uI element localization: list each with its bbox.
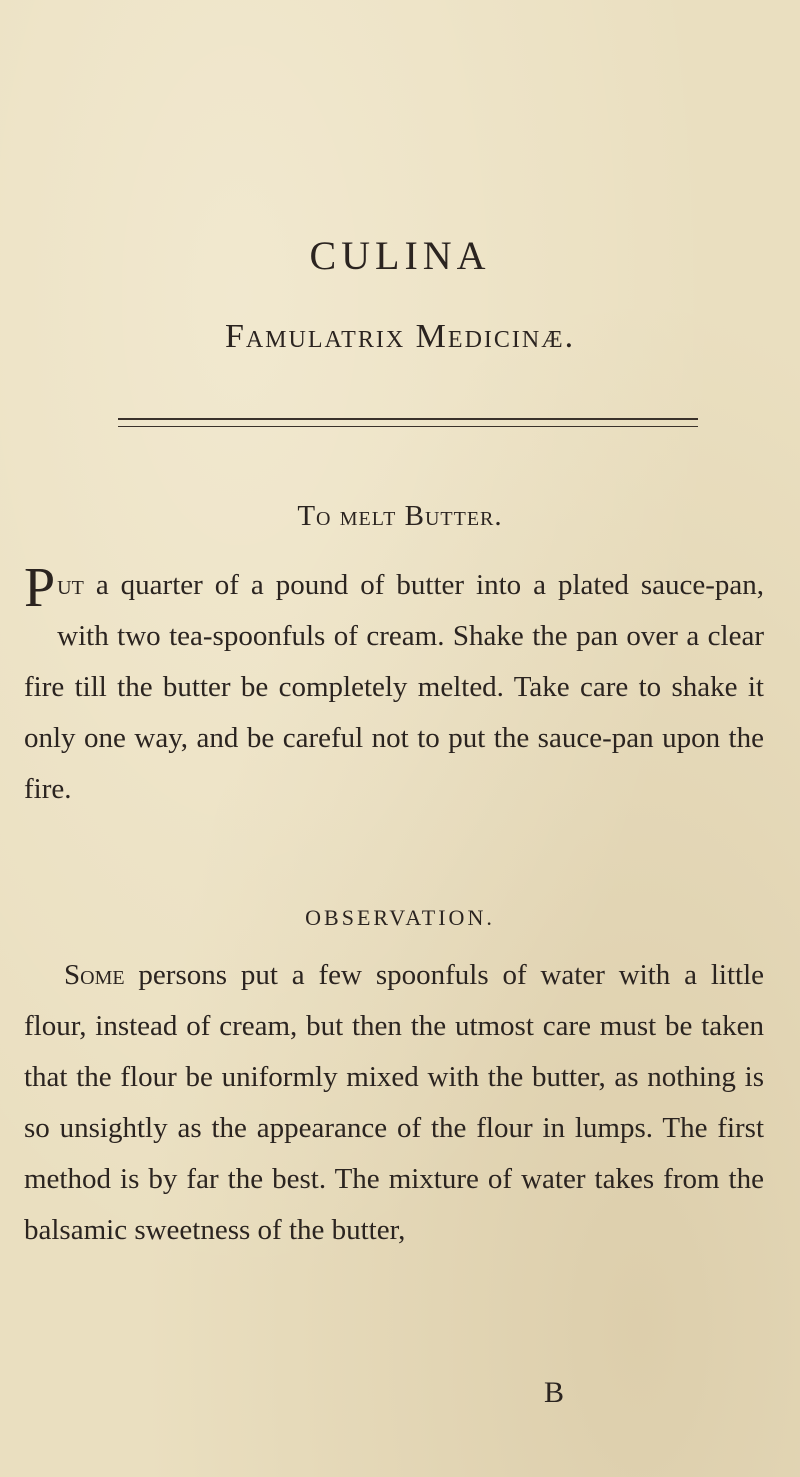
recipe-paragraph	[24, 557, 764, 815]
page-title: CULINA	[309, 233, 491, 278]
double-rule-divider	[118, 418, 698, 427]
observation-lead: Some	[64, 959, 125, 991]
drop-cap: P	[24, 557, 56, 619]
signature-mark: B	[544, 1376, 565, 1409]
page-subtitle: Famulatrix Medicinæ.	[224, 318, 576, 355]
recipe-body: a quarter of a pound of butter into a plated sauce-pan, with two tea-spoonfuls of cream. Shake the pan over a clear fire till the butter be completely melted. Take care to shake it only one way, and be careful not to put the sauce-pan upon the fire.	[24, 569, 764, 805]
observation-body: persons put a few spoonfuls of water with a little flour, instead of cream, but then the utmost care must be taken that the flour be uniformly mixed with the butter, as nothing is so unsightly as the appearance of the flour in lumps. The first method is by far the best. The mixture of water takes from the balsamic sweetness of the butter,	[24, 959, 764, 1246]
observation-heading: OBSERVATION.	[305, 905, 495, 930]
recipe-heading: To melt Butter.	[297, 500, 503, 532]
recipe-lead: ut	[57, 569, 84, 601]
observation-paragraph	[24, 950, 764, 1256]
